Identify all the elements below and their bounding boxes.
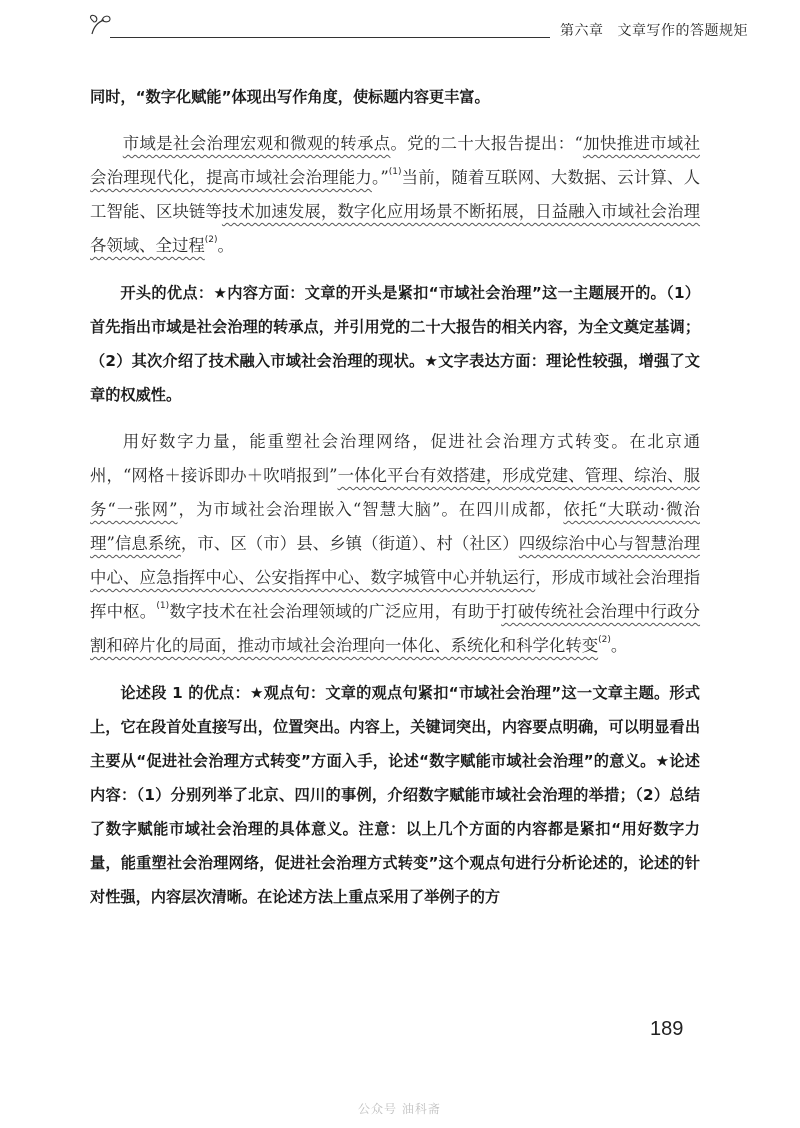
text-run: ，形成市域社会治理指挥中枢。 [90, 568, 701, 621]
text-run: 。” [371, 168, 389, 187]
paragraph-intro [90, 127, 700, 263]
footnote-marker: (2) [598, 635, 611, 645]
text-run: ，市、区（市）县、乡镇（街道）、村（社区） [180, 534, 519, 553]
chapter-title: 文章写作的答题规矩 [617, 23, 748, 39]
page-body [90, 80, 700, 927]
footnote-marker: (1) [388, 167, 402, 177]
paragraph-title-analysis-end: 同时，“数字化赋能”体现出写作角度，使标题内容更丰富。 [90, 88, 490, 106]
underlined-phrase: 依托“大联动·微治理”信息系统 [90, 500, 700, 553]
paragraph-argument-1-analysis: 论述段 1 的优点：★观点句：文章的观点句紧扣“市域社会治理”这一文章主题。形式上，它在段首处直接写出，位置突出。内容上，关键词突出，内容要点明确，可以明显看出主要从“促进社会治理方式转变”方面入手，论述“数字赋能市域社会治理”的意义。★论述内容：（1）分别列举了北京、四川的事例，介绍数字赋能市域社会治理的举措；（2）总结了数字赋能市域社会治理的具体意义。注意：以上几个方面的内容都是紧扣“用好数字力量，能重塑社会治理网络，促进社会治理方式转变”这个观点句进行分析论述的，论述的针对性强，内容层次清晰。在论述方法上重点采用了举例子的方 [90, 684, 700, 906]
text-run: 。 [217, 236, 234, 255]
underlined-phrase: 一体化平台有效搭建，形成党建、管理、综治、服务“一张网” [90, 466, 700, 519]
watermark: 公众号 油科斋 [358, 1102, 441, 1116]
paragraph-argument-1 [90, 425, 700, 663]
underlined-phrase: 四级综治中心与智慧治理中心、应急指挥中心、公安指挥中心、数字城管中心并轨运行 [90, 534, 700, 587]
page-number: 189 [650, 1018, 684, 1040]
text-run: 数字技术在社会治理领域的广泛应用，有助于 [169, 602, 502, 621]
text-run: 当前，随着互联网、大数据、云计算、人工智能、区块链等 [90, 168, 700, 221]
underlined-phrase: 市域是社会治理宏观和微观的转承点 [122, 134, 391, 153]
footnote-marker: (1) [156, 601, 170, 611]
paragraph-opening-analysis: 开头的优点：★内容方面：文章的开头是紧扣“市域社会治理”这一主题展开的。（1）首先指出市域是社会治理的转承点，并引用党的二十大报告的相关内容，为全文奠定基调；（2）其次介绍了技术融入市域社会治理的现状。★文字表达方面：理论性较强，增强了文章的权威性。 [90, 284, 700, 404]
text-run: 用好数字力量，能重塑社会治理网络，促进社会治理方式转变。在北京通州，“网格＋接诉即办＋吹哨报到” [90, 432, 700, 485]
chapter-heading [560, 20, 748, 40]
text-run: 。党的二十大报告提出：“ [390, 134, 583, 153]
footnote-marker: (2) [204, 235, 218, 245]
chapter-number: 第六章 [560, 23, 604, 39]
text-run: 。 [610, 636, 628, 655]
header-rule [110, 37, 550, 38]
underlined-phrase: 加快推进市域社会治理现代化，提高市域社会治理能力 [90, 134, 700, 187]
text-run: ，为市域社会治理嵌入“智慧大脑”。在四川成都， [177, 500, 564, 519]
underlined-phrase: 打破传统社会治理中行政分割和碎片化的局面，推动市域社会治理向一体化、系统化和科学化转变 [90, 602, 701, 655]
sprout-icon [88, 14, 114, 36]
underlined-phrase: 技术加速发展，数字化应用场景不断拓展，日益融入市域社会治理各领域、全过程 [90, 202, 701, 255]
running-header [86, 12, 748, 40]
